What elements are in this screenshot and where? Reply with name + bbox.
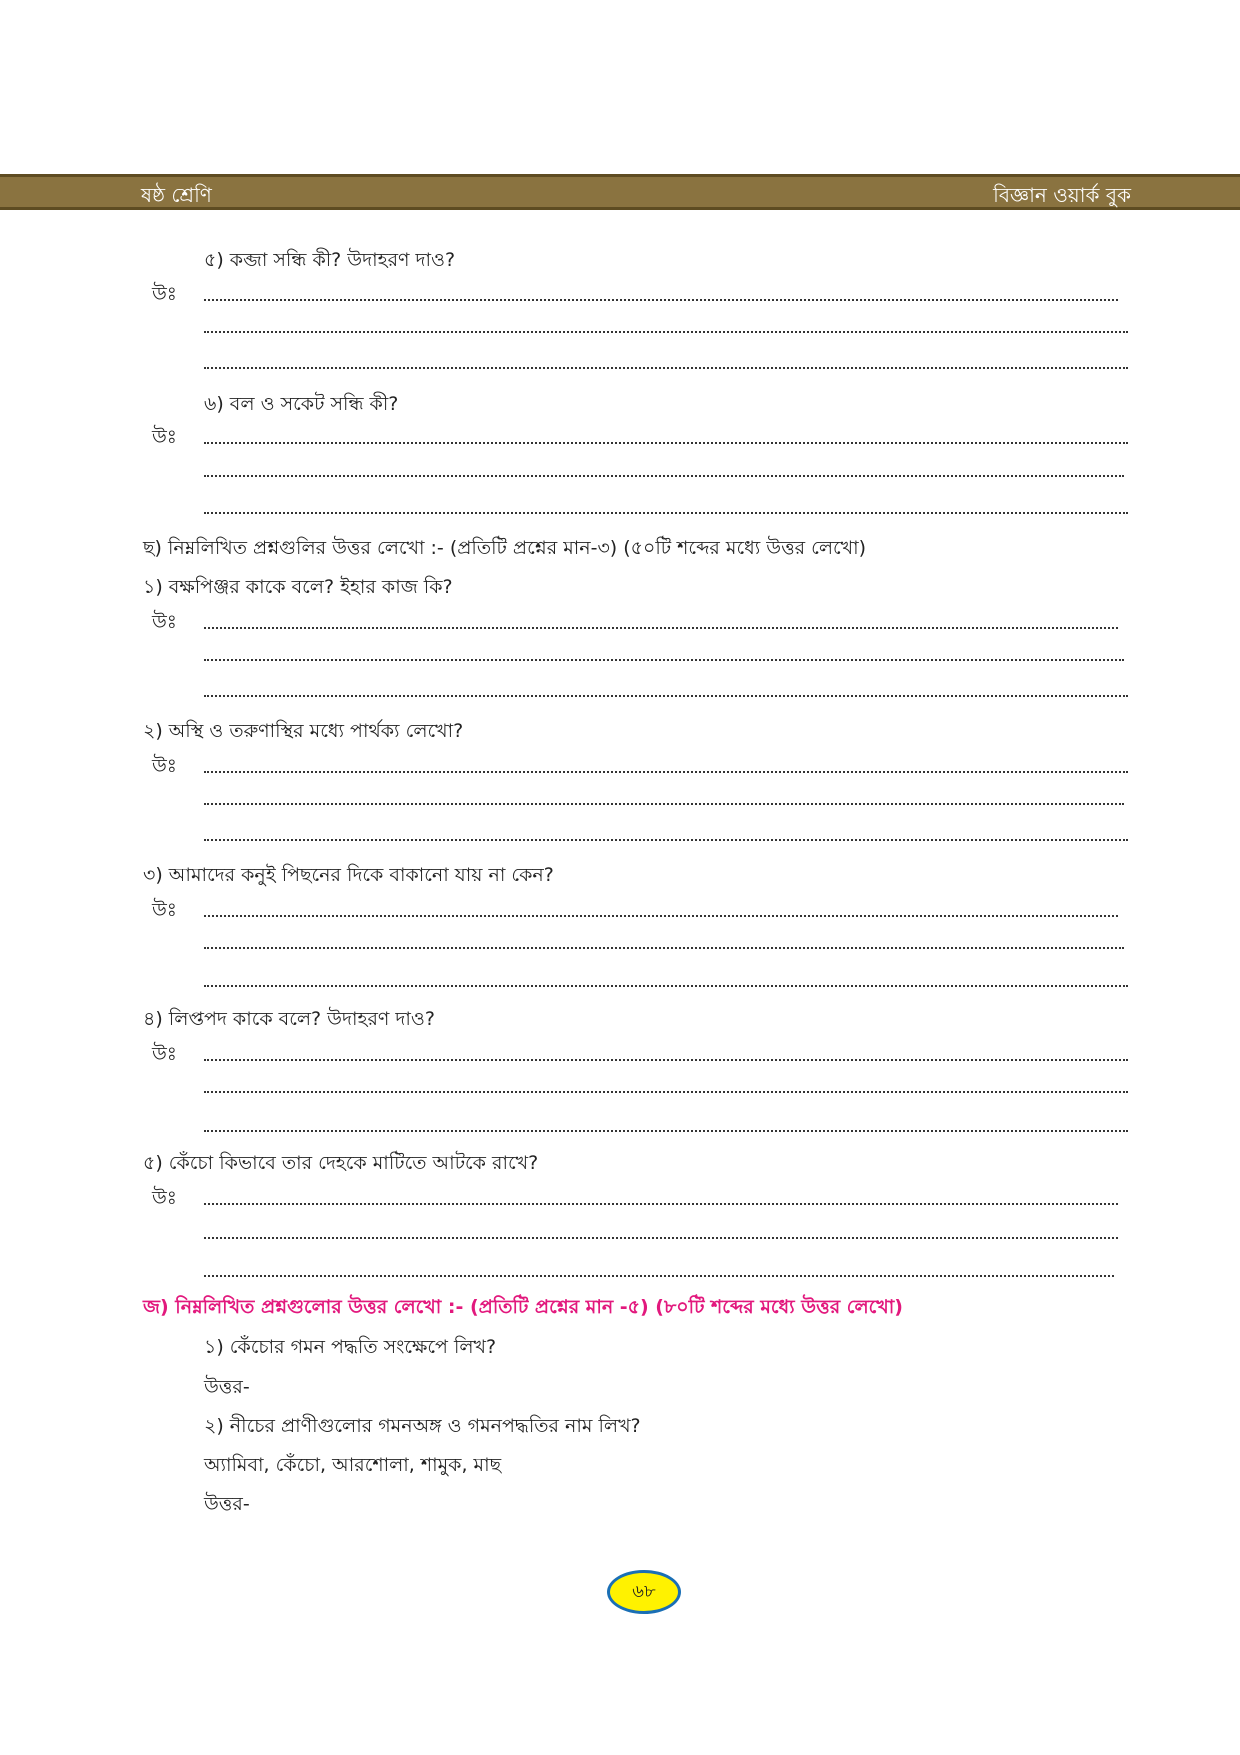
answer-line[interactable] (204, 771, 1128, 773)
question-bone-cartilage: ২) অস্থি ও তরুণাস্থির মধ্যে পার্থক্য লেখো? (143, 720, 464, 742)
question-locomotion-organs: ২) নীচের প্রাণীগুলোর গমনঅঙ্গ ও গমনপদ্ধতির নাম লিখ? (204, 1415, 641, 1437)
animal-list: অ্যামিবা, কেঁচো, আরশোলা, শামুক, মাছ (204, 1454, 502, 1476)
question-earthworm-locomotion: ১) কেঁচোর গমন পদ্ধতি সংক্ষেপে লিখ? (204, 1336, 497, 1358)
answer-line[interactable] (204, 1203, 1118, 1205)
question-rib-cage: ১) বক্ষপিঞ্জর কাকে বলে? ইহার কাজ কি? (143, 576, 453, 598)
answer-line[interactable] (204, 331, 1128, 333)
answer-prompt[interactable]: উত্তর- (204, 1376, 250, 1398)
answer-line[interactable] (204, 1059, 1128, 1061)
answer-line[interactable] (204, 475, 1124, 477)
answer-label: উঃ (152, 1187, 177, 1209)
answer-line[interactable] (204, 299, 1118, 301)
question-earthworm-grip: ৫) কেঁচো কিভাবে তার দেহকে মাটিতে আটকে রাখে? (143, 1152, 539, 1174)
answer-label: উঃ (152, 755, 177, 777)
answer-line[interactable] (204, 1091, 1128, 1093)
answer-line[interactable] (204, 659, 1124, 661)
answer-label: উঃ (152, 1043, 177, 1065)
answer-prompt[interactable]: উত্তর- (204, 1493, 250, 1515)
answer-line[interactable] (204, 367, 1128, 369)
question-ball-socket-joint: ৬) বল ও সকেট সন্ধি কী? (204, 393, 399, 415)
answer-line[interactable] (204, 839, 1128, 841)
answer-label: উঃ (152, 426, 177, 448)
header-class-label: ষষ্ঠ শ্রেণি (141, 183, 212, 207)
answer-line[interactable] (204, 947, 1124, 949)
section-ja-heading: জ) নিম্নলিখিত প্রশ্নগুলোর উত্তর লেখো :- (প্রতিটি প্রশ্নের মান -৫) (৮০টি শব্দের মধ্যে উত্তর লেখো) (143, 1296, 903, 1318)
answer-line[interactable] (204, 803, 1124, 805)
answer-line[interactable] (204, 627, 1118, 629)
answer-line[interactable] (204, 512, 1128, 514)
answer-label: উঃ (152, 899, 177, 921)
page-number-badge: ৬৮ (607, 1570, 681, 1614)
question-elbow: ৩) আমাদের কনুই পিছনের দিকে বাকানো যায় না কেন? (143, 864, 554, 886)
question-webbed-feet: ৪) লিপ্তপদ কাকে বলে? উদাহরণ দাও? (143, 1008, 435, 1030)
answer-line[interactable] (204, 915, 1118, 917)
question-hinge-joint: ৫) কব্জা সন্ধি কী? উদাহরণ দাও? (204, 249, 456, 271)
section-chha-heading: ছ) নিম্নলিখিত প্রশ্নগুলির উত্তর লেখো :- (প্রতিটি প্রশ্নের মান-৩) (৫০টি শব্দের মধ্যে উত্তর লেখো) (143, 537, 867, 559)
answer-line[interactable] (204, 1237, 1118, 1239)
header-book-title: বিজ্ঞান ওয়ার্ক বুক (993, 183, 1131, 207)
page-header-bar (0, 174, 1240, 210)
answer-label: উঃ (152, 611, 177, 633)
answer-label: উঃ (152, 283, 177, 305)
answer-line[interactable] (204, 1275, 1114, 1277)
answer-line[interactable] (204, 695, 1128, 697)
answer-line[interactable] (204, 1130, 1128, 1132)
answer-line[interactable] (204, 442, 1128, 444)
answer-line[interactable] (204, 985, 1128, 987)
